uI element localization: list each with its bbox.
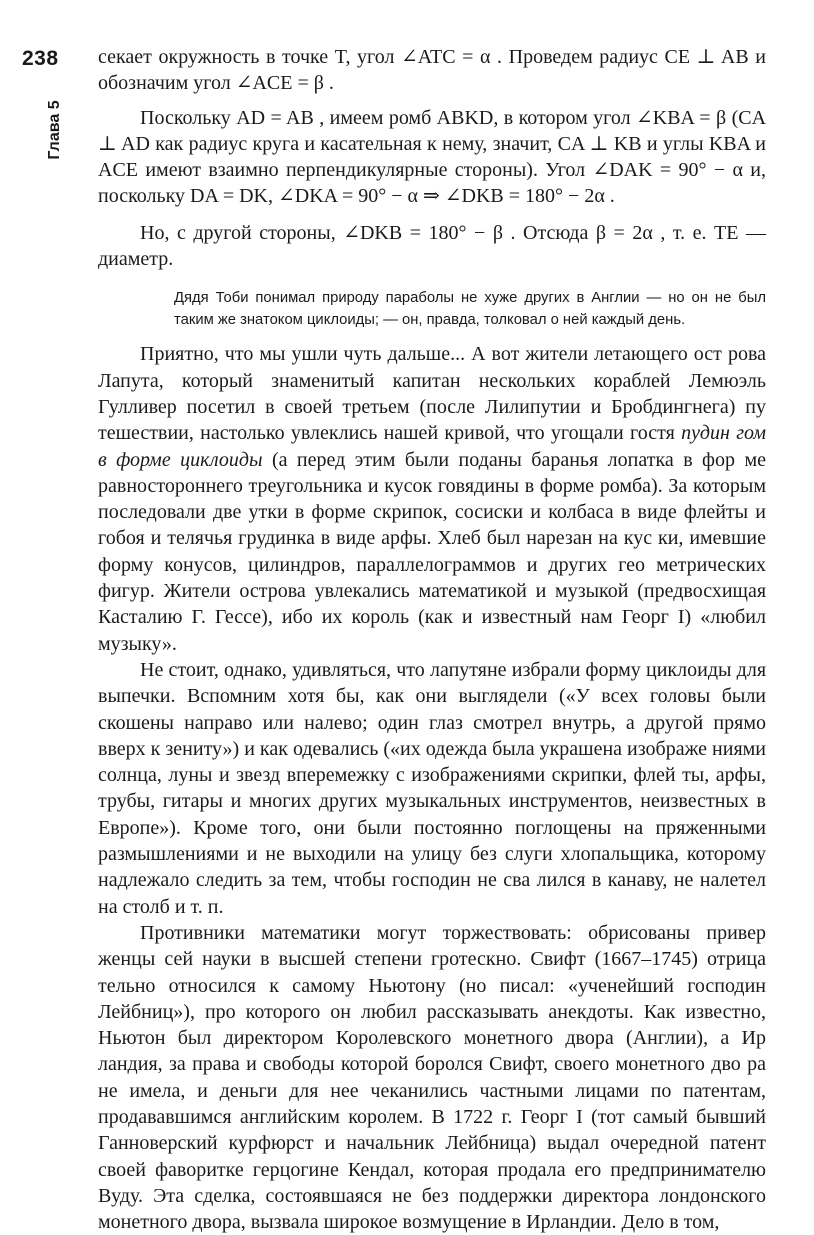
text-line: и обозначим угол ∠ACE = β . bbox=[98, 46, 766, 95]
text-line: Противники математики могут торжествовать: обрисованы привер bbox=[140, 921, 766, 944]
text-line: (а перед этим были поданы баранья лопатка в фор bbox=[262, 448, 736, 471]
text-line: Поскольку AD = AB , имеем ромб ABKD, в котором угол ∠KBA = β bbox=[140, 106, 727, 129]
text-line: диаметр. bbox=[98, 248, 174, 271]
text-line: ме равностороннего треугольника и кусок говядины в форме ромба). За bbox=[98, 448, 767, 497]
text-column bbox=[98, 44, 766, 1235]
text-line: пряженными размышлениями и не выходили на улицу без слуги bbox=[98, 816, 767, 866]
text-line: Приятно, что мы ушли чуть дальше... А вот жители летающего ост bbox=[140, 343, 722, 366]
text-line: своей фаворитке герцогине Кендал, которая продала его предпринимателю bbox=[98, 1158, 766, 1181]
italic-phrase: пудин bbox=[681, 422, 730, 445]
page-number: 238 bbox=[22, 47, 59, 70]
chapter-label: Глава 5 bbox=[46, 100, 63, 160]
text-line: Лейбниц»), про которого он любил рассказывать анекдоты. Как известно, bbox=[98, 1000, 766, 1023]
text-line: рова Лапута, который знаменитый капитан нескольких кораблей Лемюэль bbox=[98, 343, 766, 392]
text-line: монетного двора, вызвала широкое возмущение в Ирландии. Дело в том, bbox=[98, 1211, 720, 1234]
epigraph-line: Дядя Тоби понимал природу параболы не хуже других в Англии — но он не bbox=[174, 290, 732, 307]
text-line: ра не имела, и деньги для нее чеканились частными лицами по патентам, bbox=[98, 1053, 767, 1102]
rhombus-paragraph bbox=[98, 105, 766, 210]
text-line: (CA ⊥ AD как радиус круга и касательная к нему, значит, CA ⊥ KB и bbox=[98, 106, 767, 155]
epigraph-line: был таким же знатоком циклоиды; — он, правда, толковал о ней каждый день. bbox=[174, 290, 766, 329]
text-line: скошены направо или налево; один глаз смотрел внутрь, а другой прямо bbox=[98, 711, 766, 734]
laputa-paragraph bbox=[98, 341, 766, 657]
text-line: Не стоит, однако, удивляться, что лапутяне избрали форму циклоиды bbox=[140, 658, 732, 681]
text-line: ниями солнца, луны и звезд вперемежку с изображениями скрипки, флей bbox=[98, 737, 766, 787]
text-line: ∠DAK = 90° − α и, поскольку DA = DK, ∠DKA = 90° − α ⇒ ∠DKB = 180° − 2α . bbox=[98, 159, 766, 208]
conclusion-paragraph bbox=[98, 220, 766, 273]
text-line: женцы сей науки в высшей степени гротескно. Свифт (1667–1745) отрица bbox=[98, 948, 766, 971]
laputans-appearance-paragraph bbox=[98, 657, 766, 920]
text-line: вверх к зениту») и как одевались («их одежда была украшена изображе bbox=[98, 737, 708, 760]
text-line: хлопальщика, которому надлежало следить за тем, чтобы господин не сва bbox=[98, 843, 767, 892]
text-line: Ньютон был директором Королевского монетного двора (Англии), а Ир bbox=[98, 1027, 766, 1050]
text-line: углы KBA и ACE имеют взаимно перпендикулярные стороны). Угол bbox=[98, 132, 767, 182]
text-line: Георг I) «любил музыку». bbox=[98, 606, 766, 655]
text-line: (предвосхищая Касталию Г. Гессе), ибо их король (как и известный нам bbox=[98, 580, 767, 629]
text-line: флейты и гобоя и телячья грудинка в виде арфы. Хлеб был нарезан на кус bbox=[98, 501, 767, 550]
text-line: тельно относился к самому Ньютону (но писал: «ученейший господин bbox=[98, 974, 766, 997]
text-line: Но, с другой стороны, ∠DKB = 180° − β . Отсюда β = 2α , т. е. TE — bbox=[140, 221, 766, 244]
text-line: которым последовали две утки в форме скрипок, сосиски и колбаса в виде bbox=[98, 474, 766, 524]
text-line: метрических фигур. Жители острова увлекались математикой и музыкой bbox=[98, 553, 767, 603]
text-line: ландия, за права и свободы которой боролся Свифт, своего монетного дво bbox=[98, 1053, 741, 1076]
epigraph bbox=[98, 287, 766, 331]
text-line: лился в канаву, не налетел на столб и т. п. bbox=[98, 869, 766, 918]
text-line: секает окружность в точке T, угол ∠ATC = α . Проведем радиус CE ⊥ AB bbox=[98, 46, 749, 68]
text-line: для выпечки. Вспомним хотя бы, как они выглядели («У всех головы были bbox=[98, 658, 767, 708]
text-line: тешествии, настолько увлеклись нашей кривой, что угощали гостя bbox=[98, 422, 682, 445]
text-line: продававшимся английским королем. В 1722 г. Георг I (тот самый бывший bbox=[98, 1105, 766, 1128]
proof-continued-paragraph bbox=[98, 44, 766, 97]
text-line: ты, арфы, трубы, гитары и многих других музыкальных инструментов, bbox=[98, 764, 766, 813]
text-line: Ганноверский курфюрст и начальник Лейбница) выдал очередной патент bbox=[98, 1132, 766, 1155]
text-line: Вуду. Эта сделка, состоявшаяся не без поддержки директора лондонского bbox=[98, 1184, 766, 1207]
text-line: ки, имевшие форму конусов, цилиндров, параллелограммов и других гео bbox=[98, 527, 766, 576]
swift-paragraph bbox=[98, 920, 766, 1235]
text-line: Гулливер посетил в своей третьем (после Лилипутии и Бробдингнега) пу bbox=[98, 395, 766, 418]
text-line: неизвестных в Европе»). Кроме того, они были постоянно поглощены на bbox=[98, 790, 766, 839]
italic-phrase: гом в форме циклоиды bbox=[98, 422, 767, 471]
